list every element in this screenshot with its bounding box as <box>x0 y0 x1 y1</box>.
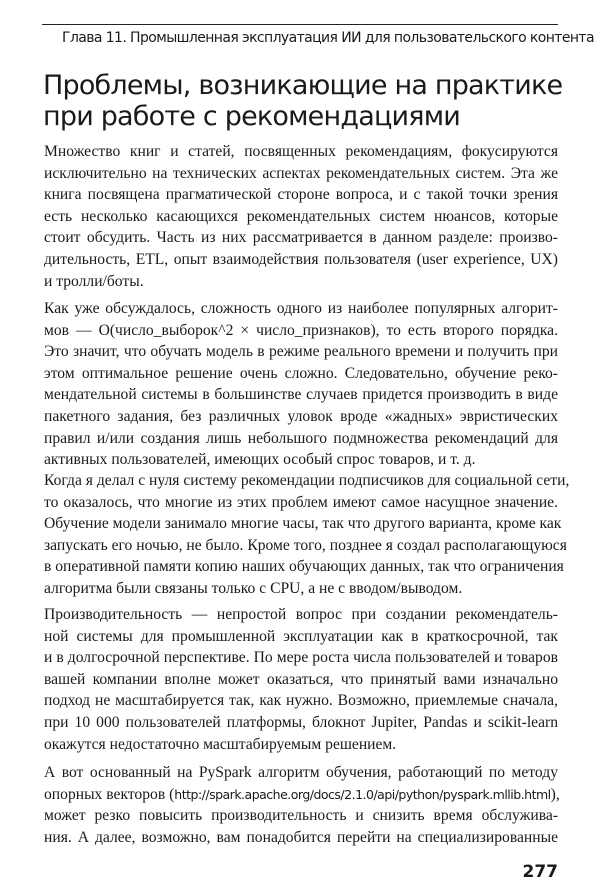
paragraph-line: Это значит, что обучать модель в режиме реального времени и получить при <box>44 343 558 361</box>
paragraph-line: Производительность — непростой вопрос при создании рекомендатель- <box>44 606 558 623</box>
paragraph-line: Множество книг и статей, посвященных рекомендациям, фокусируются <box>44 143 558 160</box>
paragraph-line: и в долгосрочной перспективе. По мере роста числа пользователей и товаров <box>44 649 558 667</box>
paragraph-line: мов — O(число_выборок^2 × число_признаков), то есть второго порядка. <box>44 321 558 339</box>
paragraph-line: этом оптимальное решение очень сложно. Следовательно, обучение реко- <box>44 364 558 382</box>
paragraph-line: правил и/или создания лишь небольшого подмножества рекомендаций для <box>44 429 558 447</box>
paragraph-line: и тролли/боты. <box>44 272 144 290</box>
section-title <box>43 70 562 132</box>
paragraph <box>44 298 558 471</box>
paragraph-line: стоит обсудить. Часть из них рассматривается в данном разделе: произво- <box>44 229 558 247</box>
text: ), <box>550 785 560 803</box>
paragraph-line: может резко повысить производительность и снизить время обслужива- <box>44 807 558 825</box>
paragraph-line: есть несколько касающихся рекомендательных систем нюансов, которые <box>44 207 558 225</box>
paragraph-line: запускать его ночью, не было. Кроме того, позднее я создал располагающуюся <box>44 536 567 554</box>
paragraph-line: алгоритма были связаны только с CPU, а не с вводом/выводом. <box>44 579 463 597</box>
paragraph-line: вашей компании вполне может оказаться, что принятый вами изначально <box>44 670 558 688</box>
paragraph-line: то оказалось, что многие из этих проблем имеют самое насущное значение. <box>44 493 558 511</box>
paragraph-line: ния. А далее, возможно, вам понадобится перейти на специализированные <box>44 828 558 846</box>
paragraph <box>44 141 558 292</box>
paragraph-line: книга посвящена прагматической стороне вопроса, и с такой точки зрения <box>44 186 558 204</box>
paragraph-line: подход не масштабируется так, как нужно. Возможно, приемлемые сначала, <box>44 692 558 710</box>
url-link[interactable]: http://spark.apache.org/docs/2.1.0/api/python/pyspark.mllib.html <box>174 786 551 802</box>
paragraph-line: дительность, ETL, опыт взаимодействия пользователя (user experience, UX) <box>44 250 558 268</box>
section-title-line: Проблемы, возникающие на практике <box>43 70 563 101</box>
paragraph-line <box>44 784 558 806</box>
paragraph-line: пакетного задания, без различных уловок вроде «жадных» эвристических <box>44 407 558 425</box>
paragraph-line: А вот основанный на PySpark алгоритм обучения, работающий по методу <box>44 764 558 781</box>
paragraph-line: окажутся недостаточно масштабируемым решением. <box>44 735 397 753</box>
paragraph <box>44 762 558 848</box>
running-header: Глава 11. Промышленная эксплуатация ИИ для пользовательского контента <box>62 30 594 46</box>
text: опорных векторов ( <box>44 785 175 803</box>
paragraph-line: ной системы для промышленной эксплуатации как в краткосрочной, так <box>44 627 558 645</box>
paragraph-line: мендательной системы в большинстве случаев придется производить в виде <box>44 386 558 404</box>
page-number: 277 <box>522 862 558 882</box>
paragraph-line: в оперативной памяти копию наших обучающих данных, так что ограничения <box>44 558 564 576</box>
section-title-line: при работе с рекомендациями <box>43 101 461 132</box>
paragraph-line: Когда я делал с нуля систему рекомендации подписчиков для социальной сети, <box>44 472 570 489</box>
paragraph-line: при 10 000 пользователей платформы, блокнот Jupiter, Pandas и scikit-learn <box>44 713 558 731</box>
paragraph-line: Обучение модели занимало многие часы, так что другого варианта, кроме как <box>44 515 562 533</box>
paragraph-line: исключительно на технических аспектах рекомендательных систем. Эта же <box>44 164 558 182</box>
paragraph <box>44 470 570 600</box>
header-rule <box>42 24 558 25</box>
paragraph-line: Как уже обсуждалось, сложность одного из наиболее популярных алгорит- <box>44 300 558 317</box>
paragraph <box>44 604 558 755</box>
paragraph-line: активных пользователей, имеющих особый спрос товаров, и т. д. <box>44 451 476 469</box>
